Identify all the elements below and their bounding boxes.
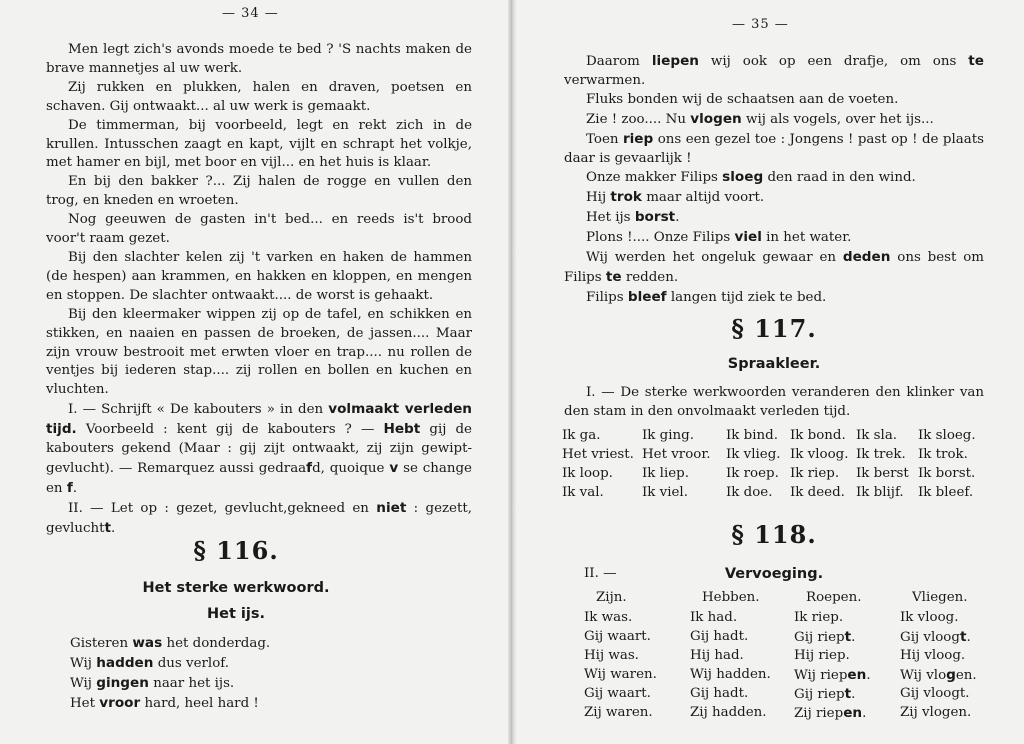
verb-form: Ik doe. bbox=[726, 485, 773, 500]
conjugation-form bbox=[690, 648, 744, 663]
verb-form: Ik riep. bbox=[790, 466, 840, 481]
verb-form: Ik berst bbox=[856, 466, 909, 481]
conjugation-form bbox=[794, 629, 855, 645]
verb-table-row bbox=[562, 447, 1002, 466]
verb-form: Ik borst. bbox=[918, 466, 976, 481]
text-segment: wij ook op een drafje, om ons bbox=[698, 54, 969, 69]
text-segment: Hij riep. bbox=[794, 648, 850, 663]
emphasized-text: v bbox=[389, 459, 399, 476]
text-segment: en. bbox=[955, 668, 977, 683]
text-segment: Fluks bonden wij de schaatsen aan de voeten. bbox=[586, 91, 899, 107]
emphasized-text: f bbox=[66, 479, 73, 496]
text-segment: Zij riep bbox=[794, 706, 844, 721]
text-segment: Gij hadt. bbox=[690, 629, 749, 644]
text-segment: Hij had. bbox=[690, 648, 744, 663]
text-segment: Gij riep bbox=[794, 630, 845, 645]
emphasized-text: g bbox=[946, 667, 956, 683]
emphasized-text: te bbox=[968, 53, 985, 69]
text-segment: Zie ! zoo.... Nu bbox=[586, 111, 691, 127]
verb-form: Ik bind. bbox=[726, 428, 778, 443]
paragraph bbox=[564, 130, 984, 169]
verb-form: Ik bleef. bbox=[918, 485, 974, 500]
verb-form: Ik trok. bbox=[918, 447, 968, 462]
conjugation-form bbox=[690, 705, 767, 720]
emphasized-text: niet bbox=[376, 499, 407, 516]
conjugation-form bbox=[584, 610, 632, 625]
text-segment: Zij waren. bbox=[584, 705, 653, 720]
conjugation-form bbox=[690, 667, 771, 682]
paragraph bbox=[564, 208, 984, 228]
paragraph bbox=[46, 249, 472, 306]
text-segment: . bbox=[966, 630, 971, 645]
text-line bbox=[70, 694, 470, 714]
text-line bbox=[70, 674, 470, 694]
text-segment: se change en bbox=[46, 460, 472, 496]
verb-form: Ik loop. bbox=[562, 466, 613, 481]
text-segment: Gij waart. bbox=[584, 686, 651, 701]
emphasized-text: liepen bbox=[651, 53, 699, 69]
emphasized-text: en bbox=[843, 705, 863, 721]
verb-form: Ik sloeg. bbox=[918, 428, 976, 443]
right-page bbox=[514, 0, 1024, 744]
section-118-title: § 118. bbox=[731, 520, 817, 549]
paragraph bbox=[46, 499, 472, 539]
verb-table-row bbox=[562, 428, 1002, 447]
text-segment: Toen bbox=[586, 131, 623, 147]
text-segment: Wij hadden. bbox=[690, 667, 771, 682]
text-segment: Wij bbox=[70, 675, 97, 691]
text-segment: : gezett, gevlucht bbox=[46, 500, 472, 536]
conjugation-row bbox=[574, 667, 994, 686]
verb-table-row bbox=[562, 485, 1002, 504]
emphasized-text: t bbox=[959, 629, 967, 645]
conjugation-form bbox=[900, 629, 971, 645]
text-segment: De timmerman, bij voorbeeld, legt en rekt zich in de krullen. Intusschen zaagt en kapt, vijlt en schrapt het volkje, met hamer en bijl, met boor en vijl... en het huis is klaar. bbox=[46, 117, 472, 171]
left-page bbox=[0, 0, 510, 744]
conjugation-form bbox=[900, 686, 970, 701]
paragraph bbox=[46, 41, 472, 79]
text-segment: Gij vloog bbox=[900, 630, 960, 645]
text-segment: gij de kabouters gekend (Maar : gij zijt ontwaakt, zij zijn gewipt-gevlucht). — Remarquez aussi gedraa bbox=[46, 422, 472, 476]
verb-table-row bbox=[562, 466, 1002, 485]
section-117-heading: Spraakleer. bbox=[727, 356, 821, 372]
text-segment: ons best om Filips bbox=[564, 250, 984, 285]
text-segment: Gij hadt. bbox=[690, 686, 749, 701]
left-body-text bbox=[46, 41, 472, 539]
right-body-text bbox=[564, 52, 984, 308]
text-segment: Het bbox=[70, 695, 100, 711]
verb-form: Ik vloog. bbox=[790, 447, 849, 462]
verb-form: Ik val. bbox=[562, 485, 604, 500]
page-number: — 35 — bbox=[732, 17, 789, 32]
emphasized-text: t bbox=[844, 629, 852, 645]
section-title: § 116. bbox=[193, 536, 279, 565]
conjugation-form bbox=[794, 667, 871, 683]
page-number: — 34 — bbox=[222, 6, 279, 21]
conjugation-form bbox=[794, 610, 843, 625]
text-segment: in het water. bbox=[761, 230, 852, 246]
rule-text bbox=[564, 384, 984, 422]
text-segment: het donderdag. bbox=[162, 636, 271, 651]
paragraph bbox=[46, 211, 472, 249]
text-segment: Ik was. bbox=[584, 610, 633, 625]
text-segment: Onze makker Filips bbox=[586, 170, 723, 186]
conjugation-form bbox=[900, 705, 971, 720]
text-segment: wij als vogels, over het ijs... bbox=[741, 111, 934, 127]
verb-form: Het vroor. bbox=[642, 447, 711, 462]
text-segment: Het ijs bbox=[586, 210, 635, 226]
conjugation-row bbox=[574, 686, 994, 705]
text-segment: hard, heel hard ! bbox=[140, 695, 259, 711]
conjugation-header: Roepen. bbox=[806, 590, 862, 605]
paragraph bbox=[564, 110, 984, 130]
paragraph bbox=[46, 400, 472, 499]
text-segment: . bbox=[675, 210, 680, 226]
emphasized-text: deden bbox=[842, 249, 891, 266]
conjugation-row bbox=[574, 629, 994, 648]
text-segment: . bbox=[110, 520, 116, 536]
text-segment: En bij den bakker ?... Zij halen de rogge en vullen den trog, en kneden en wroeten. bbox=[46, 174, 472, 209]
text-segment: maar altijd voort. bbox=[641, 190, 765, 206]
conjugation-form bbox=[690, 686, 748, 701]
conjugation-form bbox=[794, 648, 850, 663]
text-segment: Voorbeeld : kent gij de kabouters ? — bbox=[76, 422, 384, 438]
verb-form: Ik deed. bbox=[790, 485, 845, 500]
text-segment: II. — Let op : gezet, gevlucht,gekneed en bbox=[68, 500, 377, 516]
text-segment: Hij bbox=[586, 190, 611, 206]
section-117-title: § 117. bbox=[731, 314, 817, 343]
emphasized-text: te bbox=[605, 268, 622, 285]
text-segment: Zij vlogen. bbox=[900, 705, 972, 720]
emphasized-text: t bbox=[844, 686, 852, 702]
text-segment: den raad in den wind. bbox=[763, 170, 916, 186]
emphasized-text: bleef bbox=[627, 288, 667, 305]
emphasized-text: gingen bbox=[96, 674, 149, 691]
verb-form: Ik liep. bbox=[642, 466, 689, 481]
emphasized-text: riep bbox=[622, 130, 654, 147]
emphasized-text: volmaakt verleden tijd. bbox=[46, 401, 472, 438]
conjugation-form bbox=[690, 629, 748, 644]
section-118-label: II. — bbox=[584, 566, 617, 581]
text-segment: Filips bbox=[586, 289, 628, 305]
verb-form: Ik trek. bbox=[856, 447, 906, 462]
paragraph bbox=[564, 228, 984, 248]
conjugation-form bbox=[584, 629, 651, 644]
conjugation-header: Vliegen. bbox=[912, 590, 968, 605]
text-segment: Wij bbox=[70, 655, 97, 671]
text-segment: Plons !.... Onze Filips bbox=[586, 230, 735, 246]
emphasized-text: t bbox=[104, 519, 111, 536]
text-segment: Gisteren bbox=[70, 636, 133, 651]
verb-form: Ik vlieg. bbox=[726, 447, 781, 462]
conjugation-form bbox=[794, 705, 866, 721]
section-118-heading: Vervoeging. bbox=[724, 566, 824, 582]
conjugation-row bbox=[574, 648, 994, 667]
conjugation-form bbox=[584, 705, 653, 720]
emphasized-text: vroor bbox=[99, 694, 141, 711]
conjugation-row bbox=[574, 705, 994, 724]
text-segment: Ik had. bbox=[690, 610, 738, 625]
emphasized-text: Hebt bbox=[383, 421, 421, 438]
text-segment: langen tijd ziek te bed. bbox=[666, 289, 827, 305]
paragraph bbox=[46, 173, 472, 211]
section-heading: Het sterke werkwoord. bbox=[142, 580, 330, 596]
conjugation-table bbox=[574, 590, 994, 730]
conjugation-form bbox=[794, 686, 855, 702]
conjugation-form bbox=[584, 667, 657, 682]
emphasized-text: vlogen bbox=[690, 110, 742, 127]
conjugation-row bbox=[574, 610, 994, 629]
text-segment: Wij werden het ongeluk gewaar en bbox=[586, 250, 843, 266]
emphasized-text: viel bbox=[734, 229, 762, 246]
verb-form: Het vriest. bbox=[562, 447, 634, 462]
emphasized-text: sloeg bbox=[722, 169, 764, 186]
paragraph bbox=[564, 288, 984, 308]
text-segment: Gij waart. bbox=[584, 629, 651, 644]
verb-form: Ik bond. bbox=[790, 428, 846, 443]
text-segment: redden. bbox=[621, 269, 679, 285]
emphasized-text: trok bbox=[610, 189, 642, 206]
text-segment: Zij hadden. bbox=[690, 705, 767, 720]
text-segment: Bij den slachter kelen zij 't varken en haken de hammen (de hespen) aan krammen, en hakken en kloppen, en mengen en stoppen. De slachter ontwaakt.... de worst is gehaakt. bbox=[46, 249, 472, 303]
text-segment: Ik vloog. bbox=[900, 610, 959, 625]
paragraph bbox=[564, 168, 984, 188]
verb-form: Ik roep. bbox=[726, 466, 779, 481]
text-segment: Wij waren. bbox=[584, 667, 657, 682]
conjugation-form bbox=[900, 667, 977, 683]
verb-form: Ik sla. bbox=[856, 428, 898, 443]
paragraph bbox=[564, 248, 984, 288]
text-segment: Men legt zich's avonds moede te bed ? 'S nachts maken de brave mannetjes al uw werk. bbox=[46, 42, 472, 76]
text-line bbox=[70, 654, 470, 674]
text-segment: Bij den kleermaker wippen zij op de tafel, en schikken en stikken, en naaien en passen de broeken, de jassen.... Maar zijn vrouw bestrooit met erwten vloer en trap.... nu rollen de ventjes bij iederen stap.... zij rollen en bollen en kuchen en vluchten. bbox=[46, 306, 472, 398]
text-segment: Nog geeuwen de gasten in't bed... en reeds is't brood voor't raam gezet. bbox=[46, 212, 472, 247]
paragraph bbox=[46, 79, 472, 117]
paragraph bbox=[46, 117, 472, 174]
paragraph bbox=[46, 306, 472, 401]
emphasized-text: f bbox=[306, 459, 313, 476]
text-segment: Hij was. bbox=[584, 648, 639, 663]
text-segment: Hij vloog. bbox=[900, 648, 966, 663]
verb-form: Ik blijf. bbox=[856, 485, 904, 500]
text-segment: . bbox=[851, 687, 856, 702]
emphasized-text: borst bbox=[634, 209, 676, 226]
conjugation-header-row bbox=[574, 590, 994, 609]
text-segment: Gij vloogt. bbox=[900, 686, 970, 701]
text-segment: dus verlof. bbox=[153, 655, 230, 671]
conjugation-header: Zijn. bbox=[596, 590, 627, 605]
verb-form: Ik ging. bbox=[642, 428, 694, 443]
text-segment: Wij riep bbox=[794, 668, 848, 683]
emphasized-text: hadden bbox=[96, 654, 154, 671]
rule-paragraph: I. — De sterke werkwoorden veranderen den klinker van den stam in den onvolmaakt verleden tijd. bbox=[564, 385, 984, 419]
section-subheading: Het ijs. bbox=[206, 606, 266, 622]
paragraph bbox=[564, 52, 984, 91]
text-segment: Zij rukken en plukken, halen en draven, poetsen en schaven. Gij ontwaakt... al uw werk is gemaakt. bbox=[46, 79, 472, 114]
emphasized-text: en bbox=[847, 667, 867, 683]
text-segment: . bbox=[862, 706, 867, 721]
paragraph bbox=[564, 188, 984, 208]
text-line bbox=[70, 634, 470, 654]
text-segment: I. — Schrijft « De kabouters » in den bbox=[68, 402, 329, 418]
conjugation-form bbox=[690, 610, 737, 625]
paragraph bbox=[564, 91, 984, 110]
text-segment: Wij vlo bbox=[900, 668, 947, 683]
text-segment: verwarmen. bbox=[564, 72, 646, 88]
conjugation-form bbox=[900, 610, 958, 625]
verb-table bbox=[562, 428, 1002, 508]
text-segment: Daarom bbox=[586, 54, 652, 69]
text-segment: . bbox=[72, 480, 77, 496]
text-segment: . bbox=[866, 668, 871, 683]
verb-form: Ik viel. bbox=[642, 485, 688, 500]
text-segment: ons een gezel toe : Jongens ! past op ! de plaats daar is gevaarlijk ! bbox=[564, 131, 984, 166]
text-segment: . bbox=[851, 630, 856, 645]
conjugation-header: Hebben. bbox=[702, 590, 760, 605]
conjugation-form bbox=[584, 648, 639, 663]
text-segment: Ik riep. bbox=[794, 610, 844, 625]
text-segment: d, quoique bbox=[312, 460, 390, 476]
conjugation-form bbox=[900, 648, 965, 663]
emphasized-text: was bbox=[132, 635, 163, 651]
text-segment: naar het ijs. bbox=[148, 675, 235, 691]
text-segment: Gij riep bbox=[794, 687, 845, 702]
conjugation-form bbox=[584, 686, 651, 701]
poem-lines bbox=[70, 634, 470, 714]
verb-form: Ik ga. bbox=[562, 428, 601, 443]
